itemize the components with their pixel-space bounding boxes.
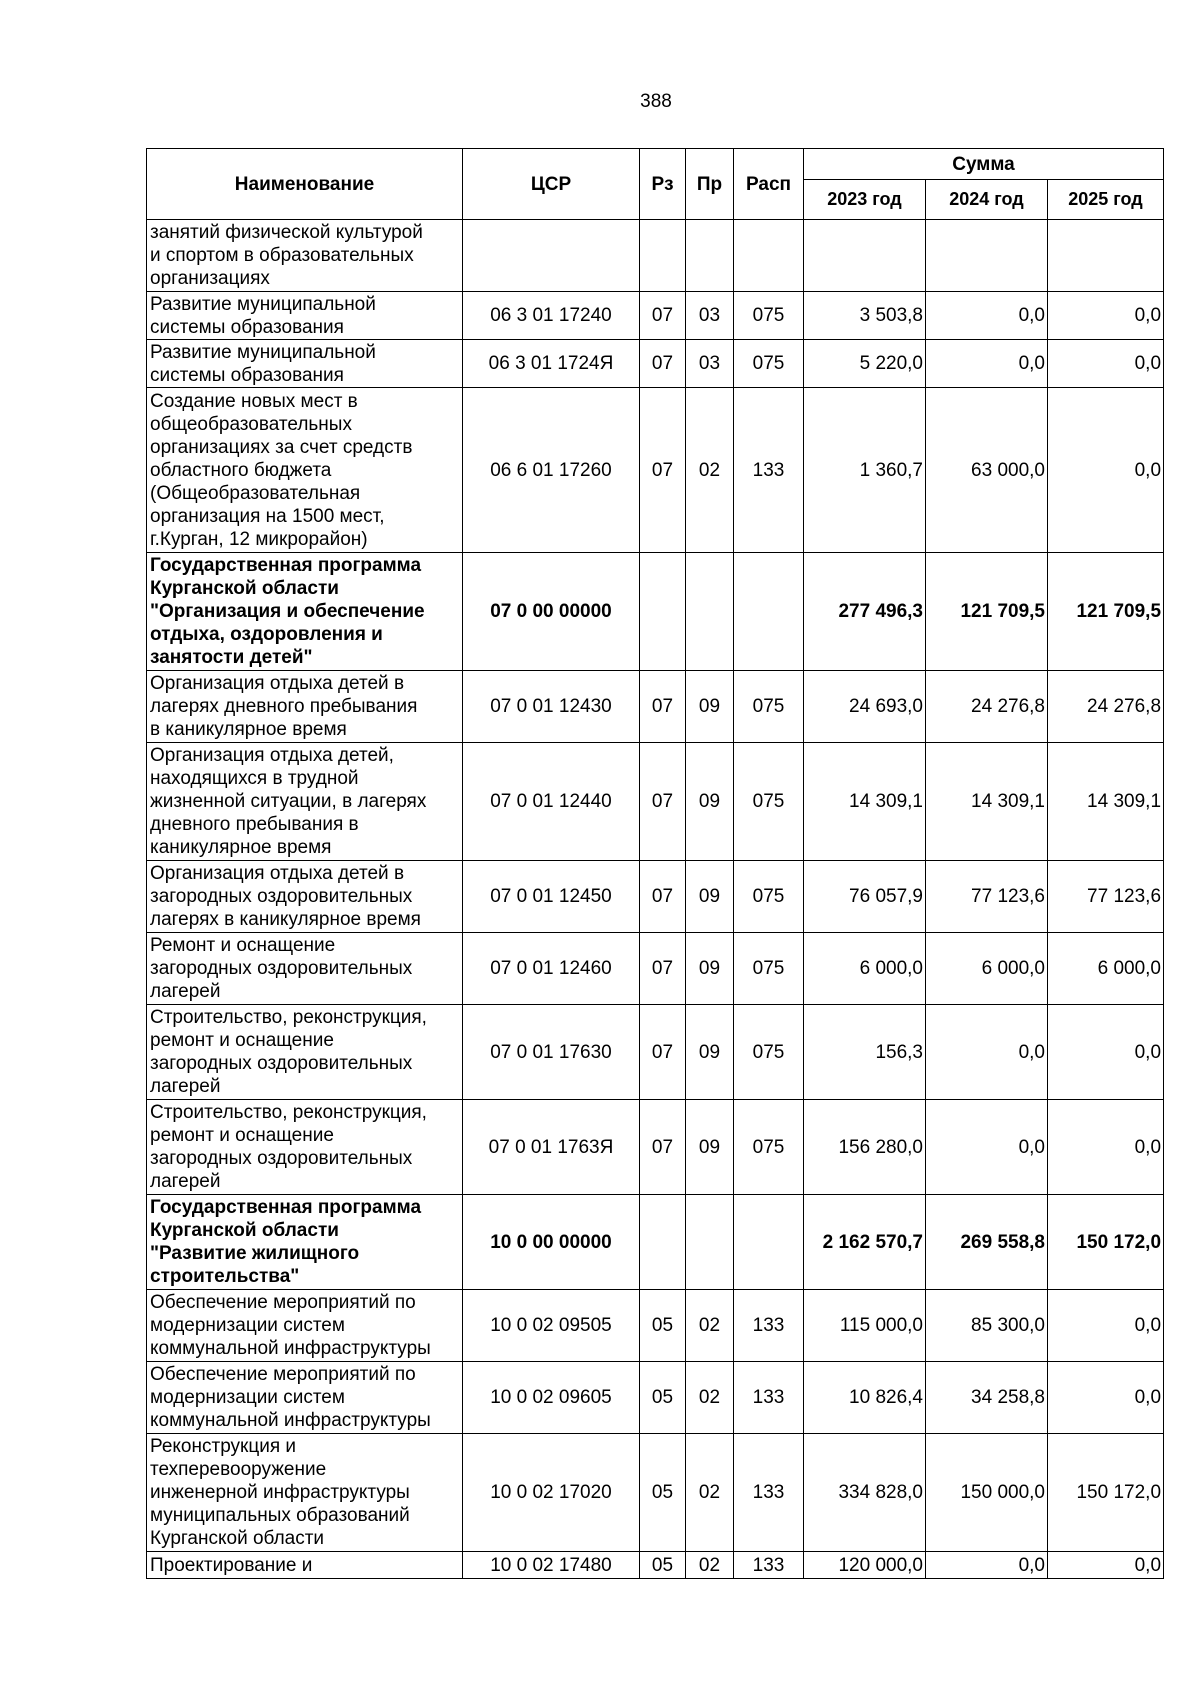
row-rz-cell: 05 [640,1362,686,1434]
row-rz-cell: 07 [640,861,686,933]
row-csr-cell: 06 3 01 17240 [463,292,640,340]
row-sum-2023-cell: 1 360,7 [804,388,926,553]
row-pr-cell: 09 [686,861,734,933]
row-rasp-cell: 075 [734,671,804,743]
row-rz-cell: 05 [640,1290,686,1362]
row-sum-2024-cell: 24 276,8 [926,671,1048,743]
row-sum-2023-cell: 10 826,4 [804,1362,926,1434]
table-row [147,933,1164,1005]
row-sum-2023-cell: 5 220,0 [804,340,926,388]
row-csr-cell: 07 0 01 12440 [463,743,640,861]
row-pr-cell: 02 [686,388,734,553]
table-row [147,1005,1164,1100]
row-name-cell: Ремонт и оснащение загородных оздоровительных лагерей [147,933,463,1005]
row-csr-cell: 07 0 01 1763Я [463,1100,640,1195]
row-rasp-cell: 075 [734,1100,804,1195]
row-pr-cell: 02 [686,1552,734,1579]
table-body [147,220,1164,1579]
row-sum-2023-cell [804,220,926,292]
row-rz-cell: 07 [640,292,686,340]
row-sum-2023-cell: 6 000,0 [804,933,926,1005]
budget-table [146,148,1164,1579]
row-rasp-cell [734,553,804,671]
row-rz-cell: 07 [640,743,686,861]
row-csr-cell: 10 0 00 00000 [463,1195,640,1290]
row-name-cell: Государственная программа Курганской области "Организация и обеспечение отдыха, оздоровления и занятости детей" [147,553,463,671]
row-pr-cell: 09 [686,743,734,861]
row-sum-2025-cell: 0,0 [1048,1290,1164,1362]
row-pr-cell [686,553,734,671]
row-rz-cell [640,220,686,292]
row-name-cell: Организация отдыха детей, находящихся в трудной жизненной ситуации, в лагерях дневного пребывания в каникулярное время [147,743,463,861]
row-rasp-cell: 133 [734,1290,804,1362]
row-sum-2025-cell: 0,0 [1048,1100,1164,1195]
row-csr-cell: 06 3 01 1724Я [463,340,640,388]
header-rz: Рз [640,149,686,220]
row-rasp-cell: 133 [734,1362,804,1434]
table-row [147,1195,1164,1290]
table-row [147,1290,1164,1362]
row-name-cell: Организация отдыха детей в загородных оздоровительных лагерях в каникулярное время [147,861,463,933]
table-row [147,1100,1164,1195]
row-pr-cell: 02 [686,1362,734,1434]
row-sum-2024-cell: 0,0 [926,1005,1048,1100]
row-name-cell: Организация отдыха детей в лагерях дневного пребывания в каникулярное время [147,671,463,743]
row-sum-2023-cell: 156 280,0 [804,1100,926,1195]
row-name-cell: Проектирование и [147,1552,463,1579]
table-row [147,1552,1164,1579]
row-sum-2024-cell: 6 000,0 [926,933,1048,1005]
row-name-cell: Реконструкция и техперевооружение инженерной инфраструктуры муниципальных образований Курганской области [147,1434,463,1552]
row-name-cell: Строительство, реконструкция, ремонт и оснащение загородных оздоровительных лагерей [147,1100,463,1195]
header-year-2025: 2025 год [1048,180,1164,220]
row-csr-cell: 07 0 01 12460 [463,933,640,1005]
row-sum-2023-cell: 156,3 [804,1005,926,1100]
header-year-2023: 2023 год [804,180,926,220]
row-sum-2024-cell: 121 709,5 [926,553,1048,671]
row-sum-2023-cell: 277 496,3 [804,553,926,671]
row-name-cell: Создание новых мест в общеобразовательных организациях за счет средств областного бюджета (Общеобразовательная организация на 1500 мест, г.Курган, 12 микрорайон) [147,388,463,553]
row-sum-2024-cell: 34 258,8 [926,1362,1048,1434]
row-csr-cell: 07 0 01 12450 [463,861,640,933]
row-csr-cell: 10 0 02 17480 [463,1552,640,1579]
row-sum-2025-cell: 0,0 [1048,292,1164,340]
row-sum-2023-cell: 2 162 570,7 [804,1195,926,1290]
row-rasp-cell: 075 [734,861,804,933]
header-pr: Пр [686,149,734,220]
row-sum-2024-cell: 77 123,6 [926,861,1048,933]
row-rz-cell: 05 [640,1552,686,1579]
table-row [147,743,1164,861]
row-sum-2025-cell: 0,0 [1048,1552,1164,1579]
row-pr-cell: 03 [686,340,734,388]
row-rz-cell: 07 [640,933,686,1005]
row-sum-2023-cell: 14 309,1 [804,743,926,861]
row-rasp-cell [734,220,804,292]
header-csr: ЦСР [463,149,640,220]
row-name-cell: занятий физической культурой и спортом в образовательных организациях [147,220,463,292]
row-rasp-cell: 133 [734,1434,804,1552]
row-sum-2025-cell: 0,0 [1048,1362,1164,1434]
row-sum-2025-cell [1048,220,1164,292]
row-rz-cell: 07 [640,1005,686,1100]
row-rasp-cell: 133 [734,1552,804,1579]
row-sum-2025-cell: 14 309,1 [1048,743,1164,861]
row-sum-2025-cell: 24 276,8 [1048,671,1164,743]
table-row [147,220,1164,292]
row-rz-cell: 07 [640,671,686,743]
row-sum-2023-cell: 76 057,9 [804,861,926,933]
row-csr-cell [463,220,640,292]
row-pr-cell: 09 [686,671,734,743]
row-pr-cell: 02 [686,1290,734,1362]
row-sum-2025-cell: 0,0 [1048,1005,1164,1100]
row-sum-2024-cell: 0,0 [926,1552,1048,1579]
row-pr-cell: 09 [686,1005,734,1100]
row-rz-cell: 07 [640,340,686,388]
row-sum-2024-cell: 0,0 [926,340,1048,388]
row-rz-cell: 07 [640,1100,686,1195]
row-rz-cell: 07 [640,388,686,553]
row-pr-cell: 03 [686,292,734,340]
row-sum-2023-cell: 120 000,0 [804,1552,926,1579]
row-csr-cell: 06 6 01 17260 [463,388,640,553]
row-sum-2024-cell [926,220,1048,292]
table-row [147,1362,1164,1434]
table-row [147,1434,1164,1552]
row-sum-2024-cell: 269 558,8 [926,1195,1048,1290]
row-name-cell: Обеспечение мероприятий по модернизации систем коммунальной инфраструктуры [147,1290,463,1362]
row-sum-2024-cell: 0,0 [926,292,1048,340]
row-csr-cell: 10 0 02 09505 [463,1290,640,1362]
row-sum-2023-cell: 334 828,0 [804,1434,926,1552]
row-pr-cell: 02 [686,1434,734,1552]
row-rasp-cell: 075 [734,292,804,340]
row-name-cell: Обеспечение мероприятий по модернизации систем коммунальной инфраструктуры [147,1362,463,1434]
row-csr-cell: 07 0 01 12430 [463,671,640,743]
page-number: 388 [640,91,672,112]
row-sum-2025-cell: 150 172,0 [1048,1195,1164,1290]
table-row [147,340,1164,388]
row-sum-2025-cell: 150 172,0 [1048,1434,1164,1552]
row-pr-cell: 09 [686,1100,734,1195]
row-rz-cell [640,553,686,671]
table-row [147,861,1164,933]
row-csr-cell: 07 0 01 17630 [463,1005,640,1100]
row-sum-2024-cell: 63 000,0 [926,388,1048,553]
table-row [147,292,1164,340]
header-rasp: Расп [734,149,804,220]
row-sum-2025-cell: 0,0 [1048,340,1164,388]
row-pr-cell: 09 [686,933,734,1005]
row-name-cell: Развитие муниципальной системы образования [147,340,463,388]
row-rasp-cell: 075 [734,933,804,1005]
row-csr-cell: 10 0 02 09605 [463,1362,640,1434]
row-sum-2024-cell: 14 309,1 [926,743,1048,861]
row-csr-cell: 07 0 00 00000 [463,553,640,671]
row-sum-2025-cell: 77 123,6 [1048,861,1164,933]
header-name: Наименование [147,149,463,220]
row-sum-2025-cell: 121 709,5 [1048,553,1164,671]
row-pr-cell [686,1195,734,1290]
table-row [147,553,1164,671]
row-rasp-cell: 075 [734,1005,804,1100]
row-pr-cell [686,220,734,292]
row-sum-2023-cell: 24 693,0 [804,671,926,743]
row-name-cell: Строительство, реконструкция, ремонт и оснащение загородных оздоровительных лагерей [147,1005,463,1100]
row-rz-cell [640,1195,686,1290]
row-csr-cell: 10 0 02 17020 [463,1434,640,1552]
row-sum-2025-cell: 6 000,0 [1048,933,1164,1005]
row-name-cell: Развитие муниципальной системы образования [147,292,463,340]
row-rz-cell: 05 [640,1434,686,1552]
row-sum-2023-cell: 115 000,0 [804,1290,926,1362]
row-sum-2024-cell: 85 300,0 [926,1290,1048,1362]
header-year-2024: 2024 год [926,180,1048,220]
header-sum: Сумма [804,149,1164,180]
row-name-cell: Государственная программа Курганской области "Развитие жилищного строительства" [147,1195,463,1290]
row-rasp-cell: 075 [734,340,804,388]
row-sum-2023-cell: 3 503,8 [804,292,926,340]
row-rasp-cell [734,1195,804,1290]
table-row [147,671,1164,743]
row-rasp-cell: 075 [734,743,804,861]
row-sum-2025-cell: 0,0 [1048,388,1164,553]
row-rasp-cell: 133 [734,388,804,553]
table-row [147,388,1164,553]
row-sum-2024-cell: 0,0 [926,1100,1048,1195]
row-sum-2024-cell: 150 000,0 [926,1434,1048,1552]
